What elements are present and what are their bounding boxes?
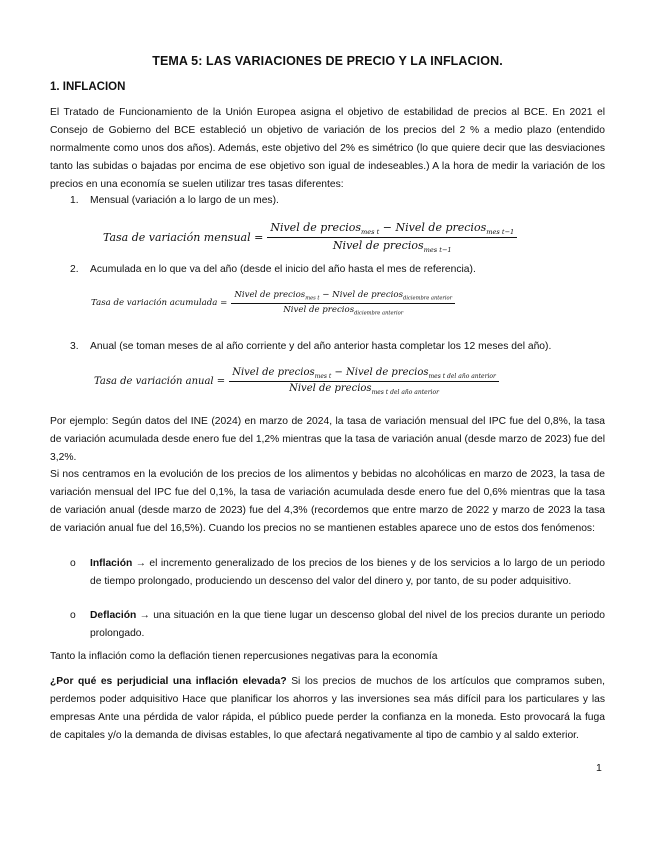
list-number: 3. (70, 341, 79, 352)
formula-denominator: Nivel de precios$_{mes t del año anterior}$ (289, 383, 439, 396)
formula-fraction (267, 221, 517, 254)
list-item-annual (70, 339, 551, 355)
bullet-deflation (70, 607, 605, 643)
formula-numerator: Nivel de precios$_{mes t}$ − Nivel de precios$_{diciembre anterior}$ (231, 290, 455, 304)
page-title: TEMA 5: LAS VARIACIONES DE PRECIO Y LA INFLACION. (152, 54, 503, 68)
bullet-mark: o (70, 558, 76, 569)
formula-annual (94, 367, 499, 396)
bullet-inflation (70, 555, 605, 591)
formula-monthly (103, 221, 517, 254)
formula-lhs: Tasa de variación mensual = (103, 231, 264, 245)
formula-numerator: Nivel de precios$_{mes t}$ − Nivel de precios$_{mes t del año anterior}$ (229, 367, 499, 382)
bullet-text: una situación en la que tiene lugar un descenso global del nivel de los precios durante un periodo prolongado. (90, 610, 605, 639)
question-paragraph (50, 673, 605, 745)
list-text: Acumulada en lo que va del año (desde el inicio del año hasta el mes de referencia). (90, 264, 476, 275)
formula-denominator: Nivel de precios$_{mes t-1}$ (332, 239, 452, 255)
bullet-term: Inflación → (90, 558, 147, 569)
list-number: 2. (70, 264, 79, 275)
example-paragraph-1: Por ejemplo: Según datos del INE (2024) en marzo de 2024, la tasa de variación mensual del IPC fue del 0,8%, la tasa de variación acumulada desde enero fue del 1,2% mientras que la tasa de variación anual (desde marzo de 2023) fue del 3,2%. (50, 416, 605, 463)
question-term: ¿Por qué es perjudicial una inflación elevada? (50, 676, 287, 687)
question-text: Si los precios de muchos de los artículos que compramos suben, perdemos poder adquisitivo Hace que planificar los ahorros y las inversiones sea más difícil para los particulares y las empresas Ante una pérdida de valor rápida, el público puede perder la confianza en la moneda. Esto provocará la fuga de capitales y/o la demanda de divisas estables, lo que afectará negativamente al tipo de cambio y al saldo exterior. (50, 676, 605, 741)
bullet-mark: o (70, 610, 76, 621)
list-item-accumulated (70, 262, 476, 278)
formula-lhs: Tasa de variación acumulada = (91, 298, 228, 309)
intro-paragraph: El Tratado de Funcionamiento de la Unión Europea asigna el objetivo de estabilidad de precios al BCE. En 2021 el Consejo de Gobierno del BCE estableció un objetivo de variación de los precios del 2 % a medio plazo (entendido normalmente como unos dos años). Además, este objetivo del 2% es simétrico (lo que quiere decir que las desviaciones tanto las subidas o bajadas por encima de ese objetivo son igual de indeseables.) A la hora de medir la variación de los precios en una economía se suelen utilizar tres tasas diferentes: (50, 107, 605, 190)
formula-fraction (229, 367, 499, 396)
bullet-term: Deflación → (90, 610, 150, 621)
formula-lhs: Tasa de variación anual = (94, 376, 226, 387)
bullet-text: el incremento generalizado de los precios de los bienes y de los servicios a lo largo de un periodo de tiempo prolongado, produciendo un descenso del valor del dinero y, por tanto, de su poder adquisitivo. (90, 558, 605, 587)
list-item-monthly (70, 193, 279, 209)
formula-fraction (231, 290, 455, 316)
summary-sentence: Tanto la inflación como la deflación tienen repercusiones negativas para la economía (50, 651, 438, 662)
example-paragraph-2: Si nos centramos en la evolución de los precios de los alimentos y bebidas no alcohólicas en marzo de 2023, la tasa de variación mensual del IPC fue del 0,1%, la tasa de variación acumulada desde enero fue del 0,6% mientras que la tasa de variación anual (desde marzo de 2023) fue del 4,3% (recordemos que entre marzo de 2022 y marzo de 2023 la tasa de variación anual fue del 16,5%). Cuando los precios no se mantienen estables aparece uno de estos dos fenómenos: (50, 469, 605, 534)
list-text: Mensual (variación a lo largo de un mes). (90, 195, 279, 206)
formula-numerator: Nivel de precios$_{mes t}$ − Nivel de precios$_{mes t-1}$ (267, 221, 517, 238)
page-number: 1 (596, 762, 602, 774)
section-heading: 1. INFLACION (50, 81, 126, 93)
list-number: 1. (70, 195, 79, 206)
formula-accumulated (91, 290, 455, 316)
formula-denominator: Nivel de precios$_{diciembre anterior}$ (283, 304, 404, 317)
list-text: Anual (se toman meses de al año corriente y del año anterior hasta completar los 12 meses del año). (90, 341, 552, 352)
